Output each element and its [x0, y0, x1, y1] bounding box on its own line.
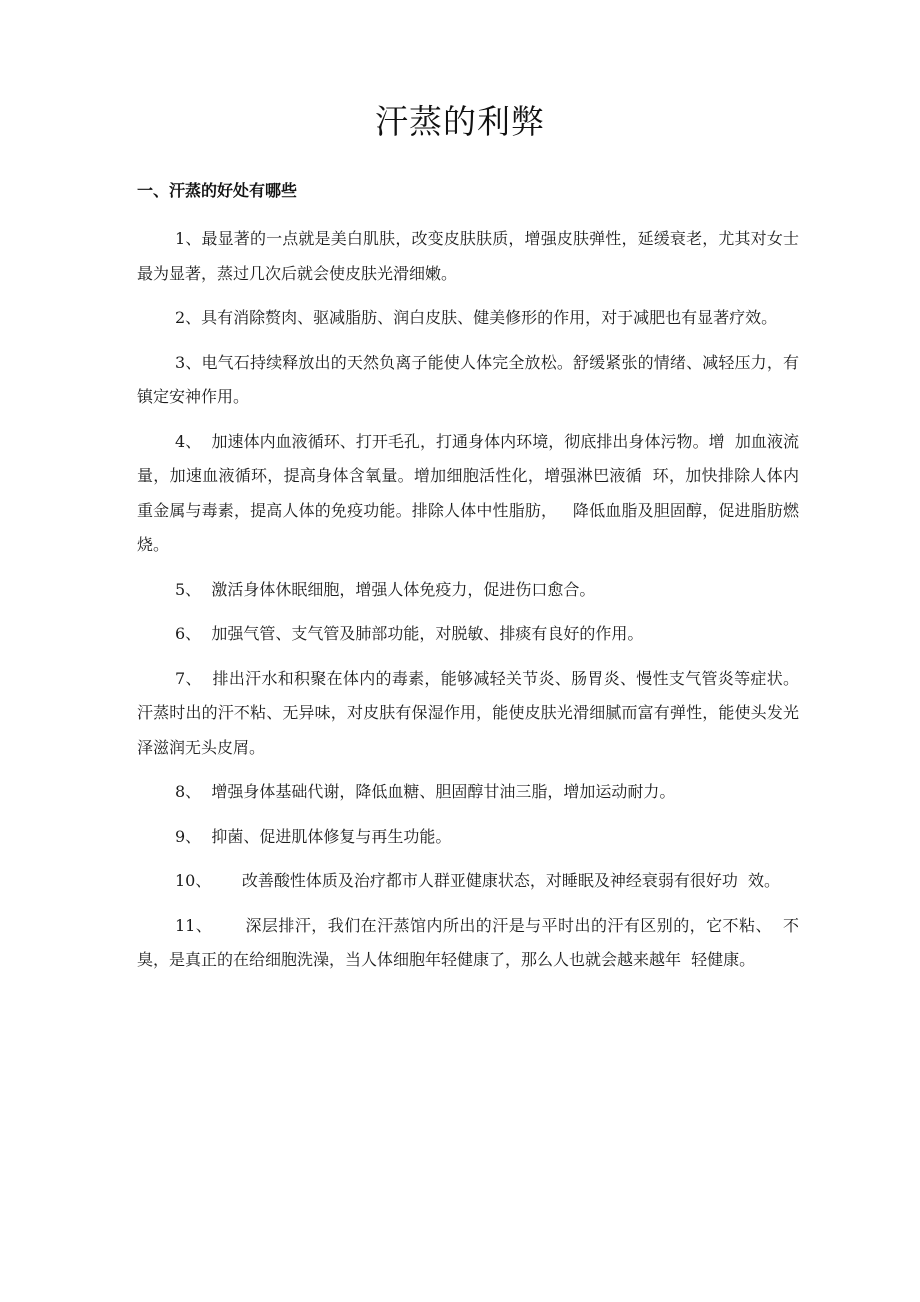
benefit-item-2: 2、具有消除赘肉、驱减脂肪、润白皮肤、健美修形的作用，对于减肥也有显著疗效。	[175, 308, 778, 327]
benefit-item-7: 7、 排出汗水和积聚在体内的毒素，能够减轻关节炎、肠胃炎、慢性支气管炎等症状。汗蒸时出的汗不粘、无异味，对皮肤有保湿作用，能使皮肤光滑细腻而富有弹性，能使头发光泽滋润无头皮屑。	[137, 668, 799, 757]
section-heading: 一、汗蒸的好处有哪些	[137, 181, 298, 200]
benefit-item-9: 9、 抑菌、促进肌体修复与再生功能。	[175, 826, 452, 846]
benefit-item-3: 3、电气石持续释放出的天然负离子能使人体完全放松。舒缓紧张的情绪、减轻压力，有镇定安神作用。	[137, 352, 799, 406]
benefit-item-6: 6、 加强气管、支气管及肺部功能，对脱敏、排痰有良好的作用。	[175, 624, 644, 643]
benefit-item-5: 5、 激活身体休眠细胞，增强人体免疫力，促进伤口愈合。	[175, 579, 596, 599]
document-title: 汗蒸的利弊	[375, 102, 545, 141]
benefit-item-4: 4、 加速体内血液循环、打开毛孔，打通身体内环境，彻底排出身体污物。增 加血液流量，加速血液循环，提高身体含氧量。增加细胞活性化，增强淋巴液循 环，加快排除人体内重金属与毒素，提高人体的免疫功能。排除人体中性脂肪， 降低血脂及胆固醇，促进脂肪燃烧。	[137, 431, 799, 554]
benefit-item-8: 8、 增强身体基础代谢，降低血糖、胆固醇甘油三脂，增加运动耐力。	[175, 782, 676, 801]
benefit-list	[137, 222, 799, 988]
benefit-item-1: 1、最显著的一点就是美白肌肤，改变皮肤肤质，增强皮肤弹性，延缓衰老，尤其对女士最为显著，蒸过几次后就会使皮肤光滑细嫩。	[137, 229, 799, 283]
benefit-item-11: 11、 深层排汗，我们在汗蒸馆内所出的汗是与平时出的汗有区别的，它不粘、 不臭，是真正的在给细胞洗澡，当人体细胞年轻健康了，那么人也就会越来越年 轻健康。	[137, 915, 799, 969]
benefit-item-10: 10、 改善酸性体质及治疗都市人群亚健康状态，对睡眠及神经衰弱有很好功 效。	[175, 871, 781, 890]
